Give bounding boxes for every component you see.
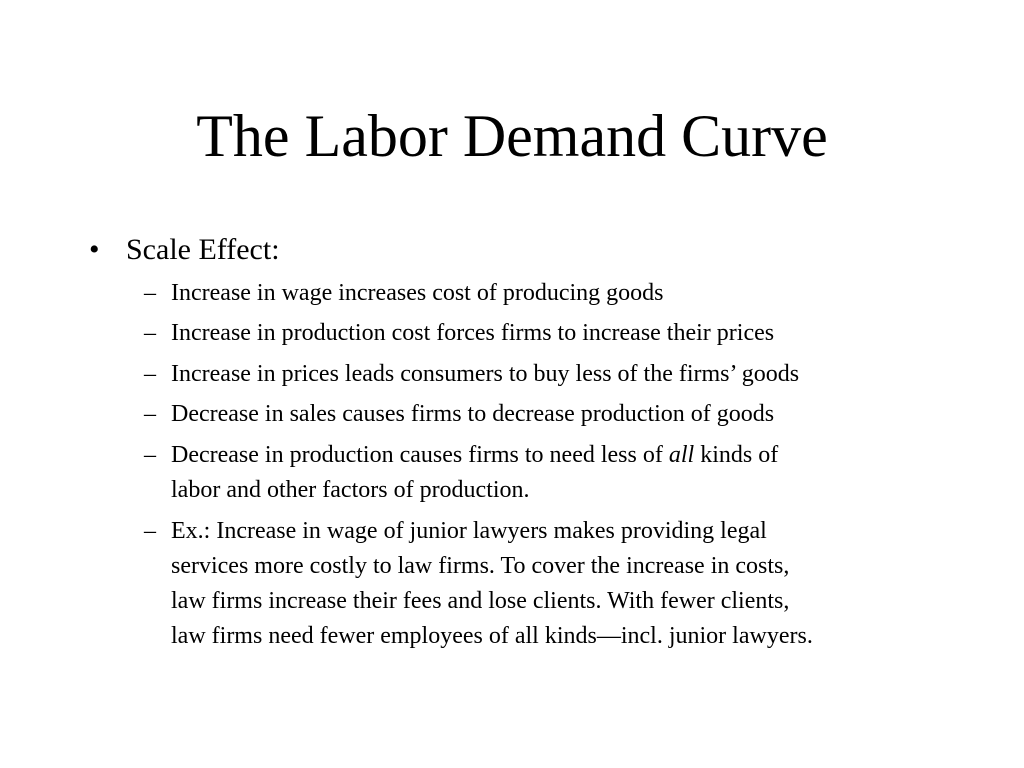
dash-icon: – (144, 442, 156, 468)
sub-point-text (171, 438, 778, 508)
text-run: Decrease in production causes firms to need less of (171, 442, 669, 468)
sub-point-line: Ex.: Increase in wage of junior lawyers makes providing legal (171, 518, 767, 544)
sub-point-line: labor and other factors of production. (171, 477, 530, 503)
bullet-icon: • (89, 233, 100, 266)
dash-icon: – (144, 320, 156, 346)
dash-icon: – (144, 280, 156, 306)
bullet-label: Scale Effect: (126, 233, 280, 266)
dash-icon: – (144, 518, 156, 544)
sub-point-text (171, 514, 813, 654)
dash-icon: – (144, 361, 156, 387)
sub-point-line: services more costly to law firms. To cover the increase in costs, (171, 553, 790, 579)
sub-point-text: Increase in production cost forces firms to increase their prices (171, 320, 775, 346)
dash-icon: – (144, 401, 156, 427)
sub-point-line: law firms increase their fees and lose clients. With fewer clients, (171, 588, 790, 614)
sub-point-line (171, 438, 778, 473)
slide-title: The Labor Demand Curve (196, 103, 828, 169)
sub-point-text: Decrease in sales causes firms to decrease production of goods (171, 401, 775, 427)
sub-point-text: Increase in prices leads consumers to buy less of the firms’ goods (171, 361, 800, 387)
sub-point-text: Increase in wage increases cost of producing goods (171, 280, 664, 306)
emphasis-text: all (668, 442, 695, 468)
sub-point-line: law firms need fewer employees of all kinds—incl. junior lawyers. (171, 623, 813, 649)
text-run: kinds of (694, 442, 779, 468)
